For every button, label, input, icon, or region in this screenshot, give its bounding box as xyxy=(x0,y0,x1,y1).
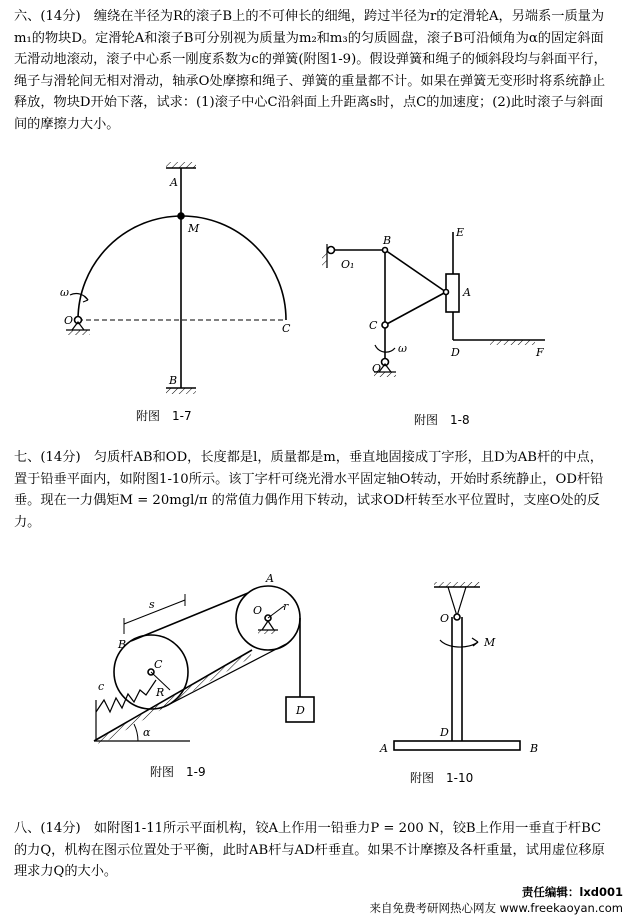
fig8-label-B: B xyxy=(383,234,392,247)
fig10-label-D: D xyxy=(440,726,449,739)
fig9-label-O: O xyxy=(253,604,263,617)
fig9-label-c: c xyxy=(98,680,105,693)
fig8-label-O1: O₁ xyxy=(341,258,355,271)
fig8-label-omega: ω xyxy=(398,342,407,355)
fig7-label-omega: ω xyxy=(60,286,69,299)
fig8-label-F: F xyxy=(536,346,544,359)
fig9-label-C: C xyxy=(154,658,163,671)
fig10-label-B: B xyxy=(530,742,539,755)
problem-8-text: 八、(14分) 如附图1-11所示平面机构，铰A上作用一铅垂力P = 200 N，铰B上作用一垂直于杆BC的力Q，机构在图示位置处于平衡，此时AB杆与AD杆垂直。如果不计摩擦及各杆重量，试用虚位移原理求力Q的大小。 xyxy=(14,821,605,879)
figure-1-10 xyxy=(394,582,520,750)
fig9-caption: 附图 1-9 xyxy=(150,765,206,779)
fig7-label-B: B xyxy=(169,374,178,387)
fig8-label-E: E xyxy=(456,226,465,239)
fig7-label-M: M xyxy=(188,222,200,235)
footer-editor: 责任编辑：lxd001 xyxy=(521,885,623,899)
page-footer xyxy=(369,884,623,916)
fig8-caption: 附图 1-8 xyxy=(414,413,470,427)
fig10-label-M: M xyxy=(484,636,496,649)
fig9-label-s: s xyxy=(149,598,155,611)
fig9-label-D: D xyxy=(296,704,305,717)
fig7-label-C: C xyxy=(282,322,291,335)
fig9-label-A: A xyxy=(266,572,274,585)
fig7-caption: 附图 1-7 xyxy=(136,409,192,423)
footer-source: 来自免费考研网热心网友 www.freekaoyan.com xyxy=(369,901,623,915)
fig10-caption: 附图 1-10 xyxy=(410,771,474,785)
fig8-label-O: O xyxy=(372,362,382,375)
fig10-label-O: O xyxy=(440,612,450,625)
fig8-label-A: A xyxy=(463,286,471,299)
figure-1-8 xyxy=(322,232,545,377)
fig9-label-R: R xyxy=(156,686,165,699)
fig9-label-alpha: α xyxy=(143,726,151,739)
fig7-label-O: O xyxy=(64,314,74,327)
problem-6-text: 六、(14分) 缠绕在半径为R的滚子B上的不可伸长的细绳，跨过半径为r的定滑轮A，另端系一质量为m₁的物块D。定滑轮A和滚子B可分别视为质量为m₂和m₃的匀质圆盘，滚子B可沿倾角为α的固定斜面无滑动地滚动，滚子中心系一刚度系数为c的弹簧(附图1-9)。假设弹簧和绳子的倾斜段均与斜面平行，绳子与滑轮间无相对滑动，轴承O处摩擦和绳子、弹簧的重量都不计。如果在弹簧无变形时将系统静止释放，物块D开始下落，试求：(1)滚子中心C沿斜面上升距离s时，点C的加速度；(2)此时滚子与斜面间的摩擦力大小。 xyxy=(14,9,607,132)
fig9-label-B: B xyxy=(118,638,127,651)
fig8-label-C: C xyxy=(369,319,378,332)
figure-1-9 xyxy=(94,586,314,745)
problem-7-text: 七、(14分) 匀质杆AB和OD，长度都是l，质量都是m，垂直地固接成丁字形，且D为AB杆的中点，置于铅垂平面内，如附图1-10所示。该丁字杆可绕光滑水平固定轴O转动，开始时系统静止，OD杆铅垂。现在一力偶矩M = 20mgl/π 的常值力偶作用下转动，试求OD杆转至水平位置时，支座O处的反力。 xyxy=(14,450,604,530)
fig7-label-A: A xyxy=(170,176,178,189)
fig10-label-A: A xyxy=(380,742,388,755)
figure-1-7 xyxy=(66,162,286,394)
fig9-label-r: r xyxy=(283,600,289,613)
fig8-label-D: D xyxy=(451,346,460,359)
